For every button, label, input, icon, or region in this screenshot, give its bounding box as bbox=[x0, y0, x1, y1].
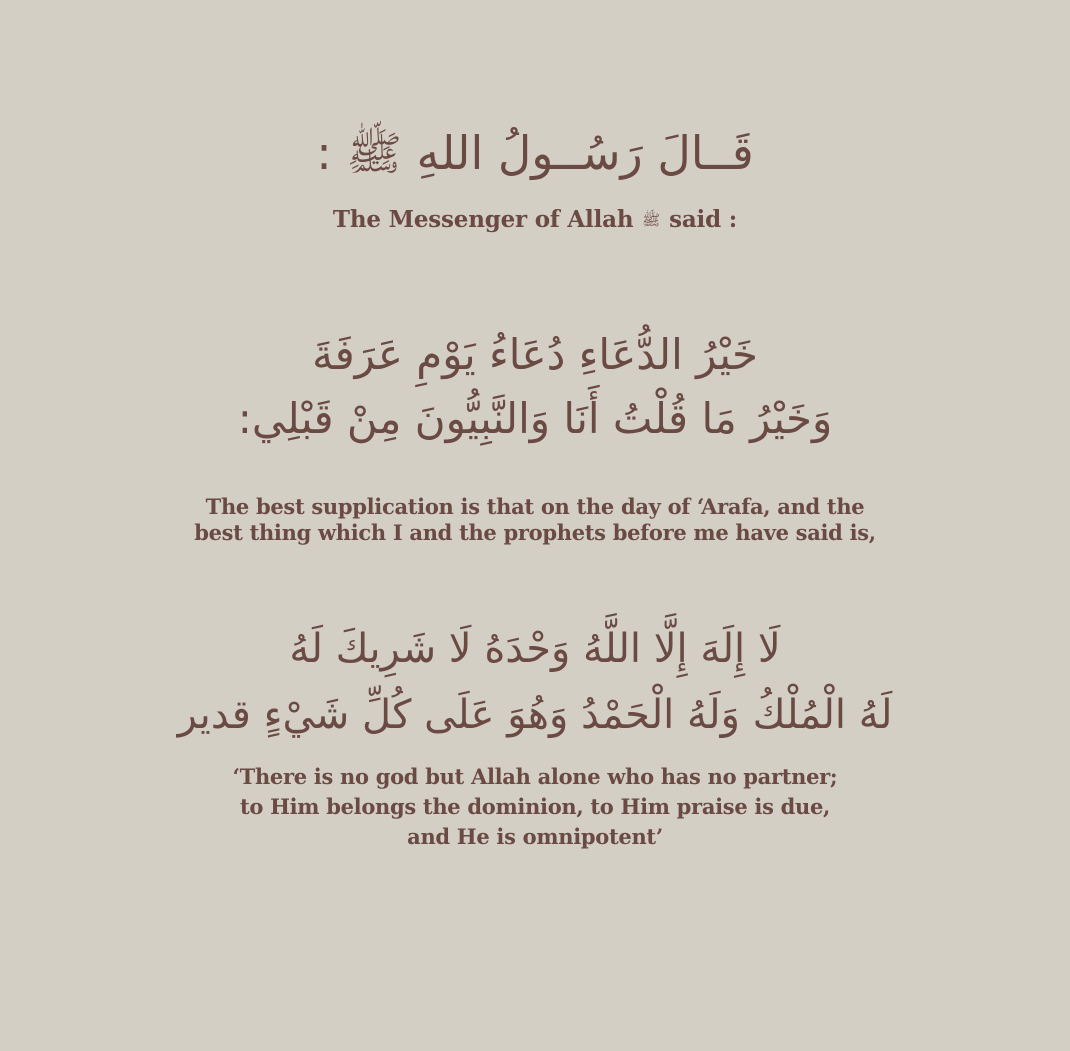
hadith-arabic bbox=[0, 323, 1070, 451]
english-heading-before: The Messenger of Allah bbox=[332, 206, 634, 233]
hadith-arabic-line: وَخَيْرُ مَا قُلْتُ أَنَا وَالنَّبِيُّونَ مِنْ قَبْلِي: bbox=[237, 394, 833, 443]
english-heading bbox=[0, 203, 1070, 237]
dua-translation bbox=[0, 762, 1070, 852]
dua-arabic bbox=[0, 616, 1070, 748]
arabic-heading bbox=[0, 118, 1070, 188]
english-heading-after: said : bbox=[669, 206, 738, 233]
hadith-translation-line: best thing which I and the prophets before me have said is, bbox=[194, 520, 876, 545]
hadith-translation-line: The best supplication is that on the day of ‘Arafa, and the bbox=[205, 494, 865, 519]
arabic-heading-text: قَــالَ رَسُــولُ اللهِ ﷺ : bbox=[316, 126, 754, 180]
hadith-arabic-line: خَيْرُ الدُّعَاءِ دُعَاءُ يَوْمِ عَرَفَةَ bbox=[312, 330, 758, 379]
dua-arabic-line: لَا إِلَهَ إِلَّا اللَّهُ وَحْدَهُ لَا شَرِيكَ لَهُ bbox=[289, 626, 781, 672]
dua-translation-line: ‘There is no god but Allah alone who has no partner; bbox=[232, 764, 838, 789]
dua-translation-line: to Him belongs the dominion, to Him praise is due, bbox=[239, 794, 831, 819]
dua-arabic-line: لَهُ الْمُلْكُ وَلَهُ الْحَمْدُ وَهُوَ عَلَى كُلِّ شَيْءٍ قدير bbox=[177, 692, 893, 738]
hadith-translation bbox=[0, 494, 1070, 546]
dua-translation-line: and He is omnipotent’ bbox=[407, 824, 663, 849]
honorific-symbol: ﷺ bbox=[642, 211, 661, 229]
